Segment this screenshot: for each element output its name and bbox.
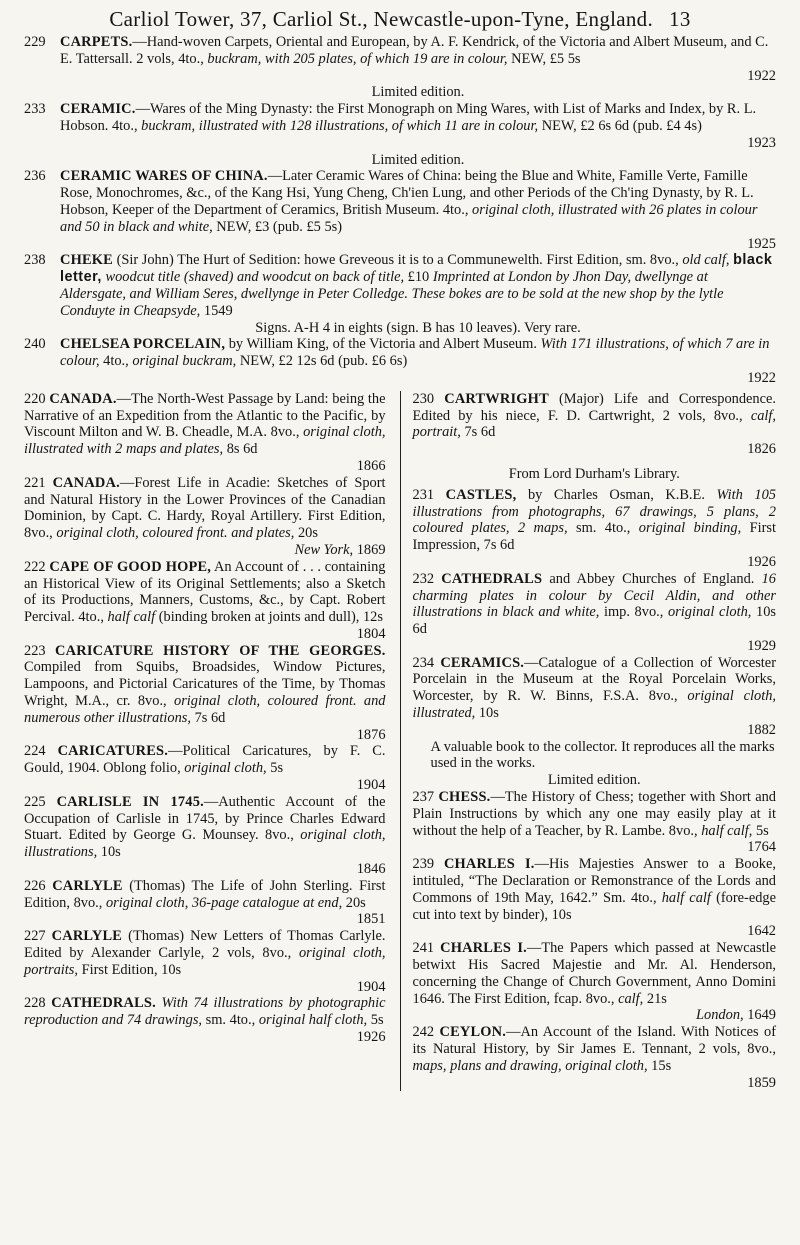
- lot-year-place: [24, 542, 386, 559]
- catalogue-entry: [413, 655, 777, 789]
- lot-format: 4to.,: [103, 353, 133, 370]
- lot-binding: original binding,: [638, 520, 742, 537]
- lot-place: London,: [696, 1007, 744, 1024]
- lot-description: (Thomas) The Life of John Sterling. First Edition, 8vo.,: [24, 877, 386, 911]
- lot-description: and Abbey Churches of England.: [542, 570, 762, 587]
- lot-year: 1846: [356, 861, 386, 878]
- lot-illustrations: With 105 illustrations from photographs, 67 drawings, 5 plans, 2 coloured plates, 2 maps,: [412, 486, 776, 537]
- lot-format: sm. 4to.,: [567, 520, 639, 537]
- lot-binding: original cloth, 36-page catalogue at end,: [105, 894, 343, 911]
- lot-number: 226: [24, 877, 46, 894]
- two-column-listing: [24, 391, 776, 1092]
- lot-title: CHARLES I.: [443, 856, 535, 873]
- lot-binding: buckram, illustrated with 128 illustrations, of which 11 are in colour,: [141, 117, 539, 134]
- lot-price: NEW, £5 5s: [507, 50, 581, 67]
- catalogue-entry: [24, 336, 776, 386]
- lot-binding: old calf,: [682, 252, 734, 269]
- lot-price: 5s: [266, 760, 284, 777]
- lot-year: 1866: [356, 457, 386, 474]
- lot-description: —Hand-woven Carpets, Oriental and European, by A. F. Kendrick, of the Victoria and Albert Museum, and C. E. Tattersall. 2 vols, 4to.,: [60, 34, 769, 67]
- lot-title: CANADA.: [49, 390, 117, 407]
- full-width-entries: [24, 34, 776, 387]
- lot-description: (Major) Life and Correspondence. Edited by his niece, F. D. Cartwright, 2 vols, 8vo.,: [412, 390, 776, 424]
- lot-price: 10s 6d: [412, 604, 776, 638]
- lot-year: 1642: [747, 923, 776, 940]
- black-letter-label: black letter,: [60, 252, 773, 286]
- lot-price: NEW, £2 12s 6d (pub. £6 6s): [236, 353, 408, 370]
- lot-year: 1926: [356, 1029, 386, 1046]
- lot-number: 222: [24, 558, 46, 575]
- lot-title: CATHEDRALS: [441, 570, 543, 587]
- lot-description: —Later Ceramic Wares of China: being the Blue and White, Famille Verte, Famille Rose, Monochromes, &c., of the Kang Hsi, Yung Cheng, Ch'ien Lung, and other Periods of the Ch'ing Dynasty, by R. L. Hobson, Keeper of the Department of Ceramics, British Museum. 4to.,: [60, 168, 754, 218]
- lot-format: sm. 4to.,: [202, 1012, 259, 1029]
- right-column: [407, 391, 777, 1092]
- lot-year: 1851: [356, 911, 386, 928]
- lot-title: CHEKE: [60, 252, 113, 269]
- lot-price: £10: [404, 269, 430, 286]
- lot-price: 7s 6d: [460, 424, 496, 441]
- catalogue-entry: [413, 856, 777, 940]
- lot-binding: original cloth,: [667, 604, 752, 621]
- catalogue-entry: [413, 789, 777, 856]
- lot-number: 236: [24, 168, 46, 185]
- lot-title: CAPE OF GOOD HOPE,: [49, 558, 212, 575]
- lot-binding: original buckram,: [132, 353, 237, 370]
- lot-year: 1922: [747, 67, 776, 84]
- lot-binding: calf, portrait,: [412, 407, 776, 441]
- lot-imprint: Imprinted at London by Jhon Day, dwellynge at Aldersgate, and William Seres, dwellynge in Peter Colledge. These bokes are to be sold at the new shop by the lytle Conduyte in Cheapsyde,: [60, 269, 724, 319]
- lot-binding: original cloth, coloured front. and plates,: [56, 525, 295, 542]
- lot-number: 228: [24, 995, 46, 1012]
- lot-number: 241: [412, 940, 435, 957]
- lot-number: 239: [412, 856, 435, 873]
- lot-note: Signs. A-H 4 in eights (sign. B has 10 leaves). Very rare.: [255, 319, 581, 336]
- page-number: 13: [669, 7, 691, 31]
- lot-price: (binding broken at joints and dull), 12s: [155, 609, 383, 626]
- lot-year: 1926: [747, 553, 776, 570]
- catalogue-entry: [413, 1024, 777, 1091]
- lot-number: 240: [24, 336, 46, 353]
- lot-description: —An Account of the Island. With Notices of its Natural History, by Sir James E. Tennant, 2 vols, 8vo.,: [412, 1024, 776, 1058]
- lot-year: 1882: [747, 721, 776, 738]
- lot-year-place: [413, 1007, 777, 1024]
- lot-note-limited: Limited edition.: [547, 772, 641, 789]
- lot-year: 1922: [747, 369, 776, 386]
- header-address: Carliol Tower, 37, Carliol St., Newcastle-upon-Tyne, England.: [109, 7, 654, 31]
- lot-price: NEW, £2 6s 6d (pub. £4 4s): [538, 117, 702, 134]
- lot-description: (Sir John) The Hurt of Sedition: howe Greveous it is to a Communewelth. First Edition, sm. 8vo.,: [112, 252, 683, 269]
- lot-binding: half calf: [661, 889, 711, 906]
- lot-description: —Catalogue of a Collection of Worcester Porcelain in the Museum at the Royal Porcelain Works, Worcester, by R. W. Binns, F.S.A. 8vo.,: [412, 654, 776, 705]
- lot-number: 238: [24, 252, 46, 269]
- lot-binding: original half cloth,: [258, 1012, 368, 1029]
- lot-binding: original cloth,: [184, 760, 267, 777]
- lot-note: Limited edition.: [371, 84, 465, 101]
- lot-year: 1826: [747, 441, 776, 458]
- lot-binding: original cloth, illustrations,: [24, 827, 386, 861]
- lot-description: —Authentic Account of the Occupation of Carlisle in 1745, by Prince Charles Edward Stuart. Edited by George G. Mounsey. 8vo.,: [24, 793, 386, 844]
- lot-price: 7s 6d: [190, 709, 226, 726]
- catalogue-entry: [24, 101, 776, 168]
- running-head: [24, 6, 776, 32]
- lot-title: CERAMICS.: [440, 654, 525, 671]
- lot-description: —The Papers which passed at Newcastle betwixt His Sacred Majestie and Mr. Al. Henderson, concerning the Change of Church Government, Anno Domini 1646. The First Edition, fcap. 8vo.,: [412, 940, 776, 1007]
- lot-number: 231: [412, 486, 435, 503]
- lot-binding: original cloth, illustrated with 26 plates in colour and 50 in black and white,: [60, 201, 758, 235]
- lot-number: 224: [24, 743, 46, 760]
- lot-year: 1764: [747, 839, 776, 856]
- lot-title: CANADA.: [52, 474, 120, 491]
- lot-format: imp. 8vo.,: [599, 604, 668, 621]
- lot-description: —His Majesties Answer to a Booke, intituled, “The Declaration or Remonstrance of the Lords and Commons of 19th May, 1642.” Sm. 4to.,: [412, 856, 776, 906]
- lot-binding: original cloth, illustrated with 2 maps and plates,: [24, 424, 386, 458]
- catalogue-entry: [24, 995, 386, 1045]
- lot-number: 227: [24, 928, 46, 945]
- lot-year: 1869: [356, 541, 386, 558]
- lot-binding: half calf: [107, 609, 156, 626]
- lot-year: 1649: [747, 1007, 776, 1024]
- lot-price: 21s: [643, 990, 667, 1007]
- lot-number: 225: [24, 793, 46, 810]
- lot-description: by Charles Osman, K.B.E.: [516, 486, 717, 503]
- lot-year: 1904: [356, 978, 386, 995]
- catalogue-entry: [24, 643, 386, 744]
- lot-description: —Forest Life in Acadie: Sketches of Sport and Natural History in the Lower Provinces of the Canadian Dominion, by Capt. C. Hardy, Royal Artillery. First Edition, 8vo.,: [24, 474, 386, 542]
- lot-price: First Impression, 7s 6d: [412, 520, 776, 554]
- lot-year: 1925: [747, 235, 776, 252]
- lot-title: CARICATURES.: [57, 743, 169, 760]
- lot-illustrations: With 171 illustrations, of which 7 are in colour,: [60, 336, 770, 370]
- lot-note: A valuable book to the collector. It reproduces all the marks used in the works.: [430, 738, 775, 772]
- lot-price: NEW, £3 (pub. £5 5s): [212, 218, 343, 235]
- lot-binding: half calf,: [701, 822, 753, 839]
- lot-binding: original cloth, coloured front. and numerous other illustrations,: [24, 693, 386, 726]
- catalogue-entry: [413, 940, 777, 1024]
- lot-binding: original cloth, illustrated,: [412, 688, 776, 722]
- catalogue-entry: [413, 487, 777, 571]
- lot-binding: original cloth, portraits,: [24, 945, 386, 978]
- catalogue-entry: [413, 571, 777, 655]
- lot-binding: calf,: [618, 990, 644, 1007]
- lot-price: 10s: [475, 705, 499, 722]
- lot-place: New York,: [294, 541, 354, 558]
- provenance-note: From Lord Durham's Library.: [508, 465, 680, 482]
- catalogue-entry: [24, 34, 776, 101]
- lot-title: CARPETS.: [60, 34, 133, 50]
- lot-number: 229: [24, 34, 46, 50]
- catalogue-entry: [24, 168, 776, 252]
- lot-year: 1859: [747, 1074, 776, 1091]
- lot-price: (fore-edge cut into text by binder), 10s: [412, 889, 776, 923]
- catalogue-entry: [24, 743, 386, 793]
- lot-number: 223: [24, 642, 46, 659]
- lot-title: CATHEDRALS.: [51, 995, 156, 1012]
- lot-title: CEYLON.: [439, 1024, 507, 1041]
- lot-title: CHELSEA PORCELAIN,: [60, 336, 226, 353]
- lot-price: 15s: [647, 1057, 672, 1074]
- lot-price: 8s 6d: [223, 441, 258, 458]
- lot-price: 20s: [294, 525, 318, 542]
- lot-title: CARLYLE: [52, 877, 123, 894]
- lot-description: —The History of Chess; together with Short and Plain Instructions by which any one may easily play at it without the help of a Teacher, by R. Lambe. 8vo.,: [412, 789, 776, 839]
- lot-title: CHARLES I.: [440, 940, 527, 957]
- lot-description: by William King, of the Victoria and Albert Museum.: [225, 336, 541, 353]
- lot-description: —Political Caricatures, by F. C. Gould, 1904. Oblong folio,: [24, 743, 386, 777]
- lot-number: 242: [412, 1024, 435, 1041]
- lot-illustrations: With 74 illustrations by photographic reproduction and 74 drawings,: [24, 995, 386, 1029]
- lot-number: 233: [24, 101, 46, 118]
- lot-number: 234: [412, 654, 435, 671]
- catalogue-entry: [24, 391, 386, 475]
- catalogue-entry: [24, 928, 386, 995]
- lot-title: CERAMIC.: [60, 101, 136, 118]
- catalogue-entry: [24, 559, 386, 643]
- lot-description: —Wares of the Ming Dynasty: the First Monograph on Ming Wares, with List of Marks and Index, by R. L. Hobson. 4to.,: [60, 101, 757, 134]
- lot-description: An Account of . . . containing an Historical View of its Original Settlements; also a Sketch of its Productions, Manners, Customs, &c., by Capt. Robert Percival. 4to.,: [24, 558, 386, 626]
- lot-number: 230: [412, 390, 435, 407]
- lot-year: 1549: [200, 302, 233, 319]
- lot-title: CARTWRIGHT: [444, 390, 549, 407]
- lot-price: 10s: [97, 844, 121, 861]
- catalogue-entry: [24, 878, 386, 928]
- left-column: [24, 391, 394, 1092]
- lot-year: 1804: [356, 625, 386, 642]
- lot-price: First Edition, 10s: [77, 961, 182, 978]
- lot-title: CARLISLE IN 1745.: [56, 793, 204, 810]
- lot-year: 1876: [356, 726, 386, 743]
- lot-number: 232: [412, 570, 435, 587]
- lot-number: 237: [412, 789, 435, 806]
- catalogue-entry: [24, 794, 386, 878]
- lot-title: CARICATURE HISTORY OF THE GEORGES.: [55, 642, 386, 659]
- lot-title: CHESS.: [438, 789, 491, 806]
- lot-year: 1923: [747, 134, 776, 151]
- lot-binding: maps, plans and drawing, original cloth,: [412, 1057, 648, 1074]
- catalogue-entry: [24, 475, 386, 559]
- lot-binding: buckram, with 205 plates, of which 19 are in colour,: [207, 50, 508, 67]
- lot-title: CERAMIC WARES OF CHINA.: [60, 168, 268, 185]
- lot-year: 1904: [356, 777, 386, 794]
- lot-title: CARLYLE: [51, 928, 123, 945]
- column-divider: [400, 391, 401, 1092]
- catalogue-entry: [413, 391, 777, 458]
- lot-price: 20s: [342, 894, 366, 911]
- lot-illustrations: 16 charming plates in colour by Cecil Aldin, and other illustrations in black and white,: [412, 570, 776, 621]
- lot-note: Limited edition.: [371, 151, 465, 168]
- lot-description: (Thomas) New Letters of Thomas Carlyle. Edited by Alexander Carlyle, 2 vols, 8vo.,: [24, 928, 386, 962]
- lot-number: 221: [24, 474, 46, 491]
- lot-description: Compiled from Squibs, Broadsides, Window Pictures, Lampoons, and Pictorial Caricatures of the Time, by Thomas Wright, M.A., cr. 8vo.,: [24, 659, 386, 710]
- lot-price: 5s: [752, 822, 769, 839]
- lot-binding-detail: woodcut title (shaved) and woodcut on back of title,: [101, 269, 405, 286]
- lot-number: 220: [24, 390, 46, 407]
- lot-year: 1929: [747, 637, 776, 654]
- lot-price: 5s: [367, 1012, 384, 1029]
- lot-title: CASTLES,: [445, 486, 517, 503]
- lot-description: —The North-West Passage by Land: being the Narrative of an Expedition from the Atlantic to the Pacific, by Viscount Milton and W. B. Cheadle, M.A. 8vo.,: [24, 390, 386, 441]
- catalogue-entry: [24, 252, 776, 336]
